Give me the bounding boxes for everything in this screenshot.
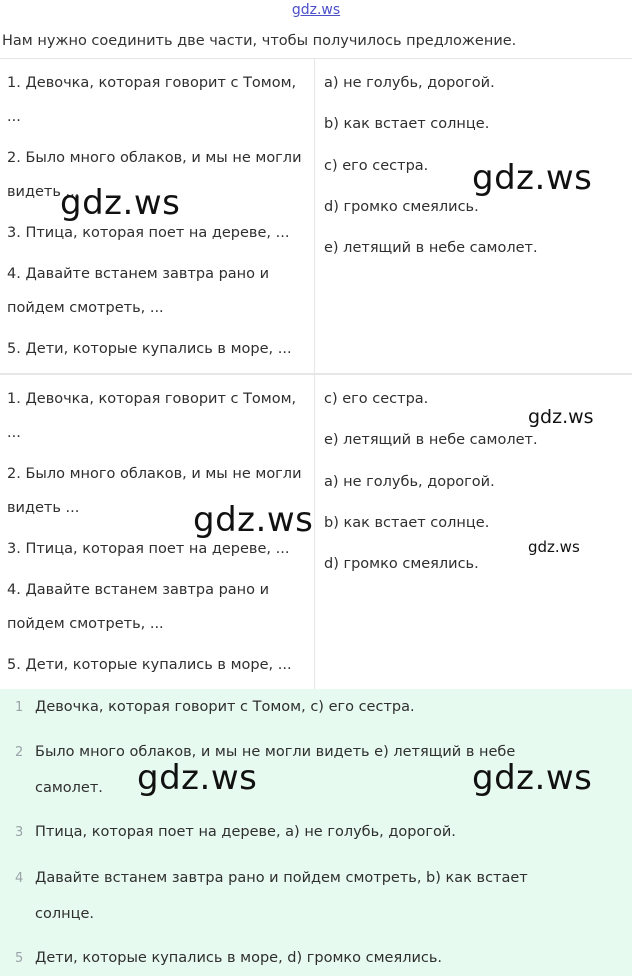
table-2-option-c: c) его сестра. bbox=[324, 391, 429, 407]
table-1-option-d: d) громко смеялись. bbox=[324, 199, 479, 215]
table-1-option-a: a) не голубь, дорогой. bbox=[324, 75, 495, 91]
site-link[interactable]: gdz.ws bbox=[291, 2, 341, 18]
table-1-item-2-cont: видеть ... bbox=[7, 184, 80, 200]
answers-block bbox=[0, 689, 632, 976]
answer-4-text: Давайте встанем завтра рано и пойдем смотреть, b) как встает bbox=[35, 870, 528, 886]
table-2-item-3: 3. Птица, которая поет на дереве, ... bbox=[7, 541, 290, 557]
table-1-item-2: 2. Было много облаков, и мы не могли bbox=[7, 150, 302, 166]
table-1-item-1-cont: ... bbox=[7, 109, 21, 125]
table-1-item-3: 3. Птица, которая поет на дереве, ... bbox=[7, 225, 290, 241]
answer-4-text-cont: солнце. bbox=[35, 906, 94, 922]
answer-3-number: 3 bbox=[15, 825, 24, 840]
table-2-option-d: d) громко смеялись. bbox=[324, 556, 479, 572]
answer-3-text: Птица, которая поет на дереве, a) не голубь, дорогой. bbox=[35, 824, 456, 840]
answer-4-number: 4 bbox=[15, 871, 24, 886]
table-2-item-4-cont: пойдем смотреть, ... bbox=[7, 616, 164, 632]
answer-2-text-cont: самолет. bbox=[35, 780, 103, 796]
table-2-option-e: e) летящий в небе самолет. bbox=[324, 432, 538, 448]
intro-text: Нам нужно соединить две части, чтобы получилось предложение. bbox=[2, 33, 517, 49]
table-2-option-b: b) как встает солнце. bbox=[324, 515, 490, 531]
answer-1-text: Девочка, которая говорит с Томом, c) его сестра. bbox=[35, 699, 415, 715]
table-1-item-4: 4. Давайте встанем завтра рано и bbox=[7, 266, 270, 282]
answer-5-text: Дети, которые купались в море, d) громко смеялись. bbox=[35, 950, 443, 966]
table-1-item-5: 5. Дети, которые купались в море, ... bbox=[7, 341, 292, 357]
watermark: gdz.ws bbox=[472, 758, 593, 798]
table-1-item-1: 1. Девочка, которая говорит с Томом, bbox=[7, 75, 297, 91]
table-2-item-5: 5. Дети, которые купались в море, ... bbox=[7, 657, 292, 673]
answer-5-number: 5 bbox=[15, 951, 24, 966]
answer-2-text: Было много облаков, и мы не могли видеть e) летящий в небе bbox=[35, 744, 516, 760]
table-2-item-2-cont: видеть ... bbox=[7, 500, 80, 516]
table-2-item-2: 2. Было много облаков, и мы не могли bbox=[7, 466, 302, 482]
watermark: gdz.ws bbox=[60, 183, 181, 223]
watermark: gdz.ws bbox=[528, 538, 580, 556]
watermark: gdz.ws bbox=[528, 406, 594, 428]
table-2-item-1: 1. Девочка, которая говорит с Томом, bbox=[7, 391, 297, 407]
answer-1-number: 1 bbox=[15, 700, 24, 715]
watermark: gdz.ws bbox=[472, 158, 593, 198]
table-1-item-4-cont: пойдем смотреть, ... bbox=[7, 300, 164, 316]
table-1-option-b: b) как встает солнце. bbox=[324, 116, 490, 132]
answer-2-number: 2 bbox=[15, 745, 24, 760]
table-2-item-1-cont: ... bbox=[7, 425, 21, 441]
table-2-item-4: 4. Давайте встанем завтра рано и bbox=[7, 582, 270, 598]
table-1-right-column bbox=[315, 59, 632, 373]
watermark: gdz.ws bbox=[137, 758, 258, 798]
table-2-option-a: a) не голубь, дорогой. bbox=[324, 474, 495, 490]
table-1-option-e: e) летящий в небе самолет. bbox=[324, 240, 538, 256]
table-1-option-c: c) его сестра. bbox=[324, 158, 429, 174]
watermark: gdz.ws bbox=[193, 500, 314, 540]
